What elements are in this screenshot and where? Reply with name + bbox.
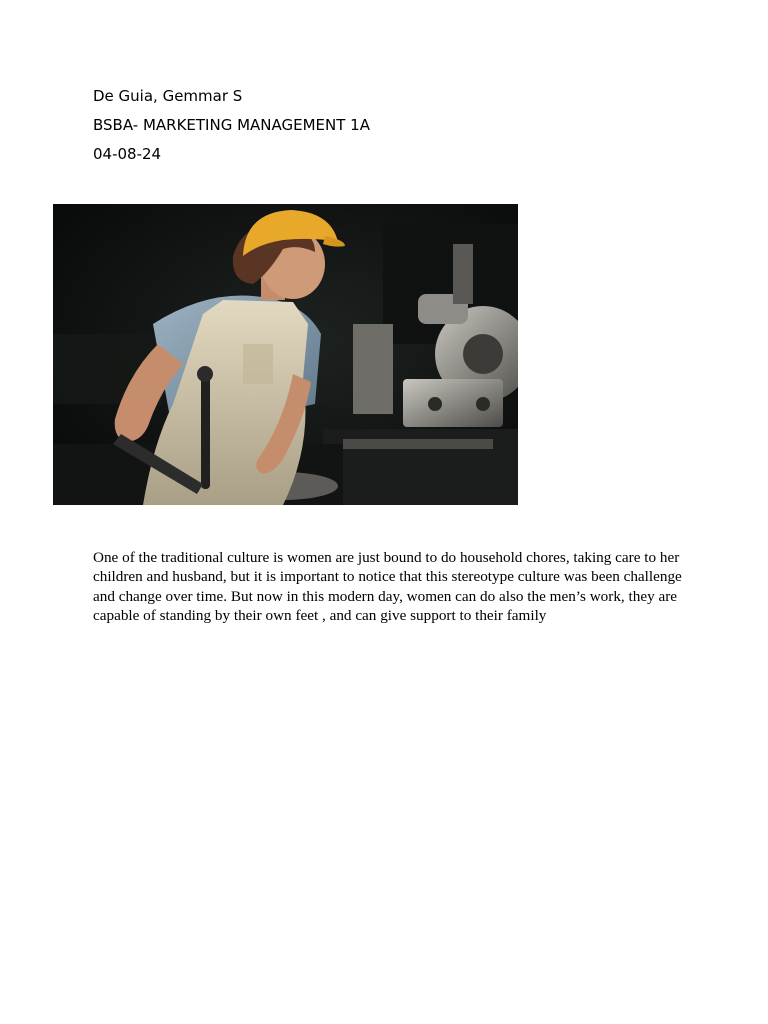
body-paragraph: One of the traditional culture is women are just bound to do household chores, taking care to her children and husband, but it is important to notice that this stereotype culture was been challenge and change over time. But now in this modern day, women can do also the men’s work, they are capable of standing by their own feet , and can give support to their family [93,549,682,625]
date-label: 04-08-24 [93,145,162,163]
course-title: BSBA- MARKETING MANAGEMENT 1A [93,116,370,134]
author-name: De Guia, Gemmar S [93,87,243,105]
woman-at-lathe-photo [53,204,518,505]
